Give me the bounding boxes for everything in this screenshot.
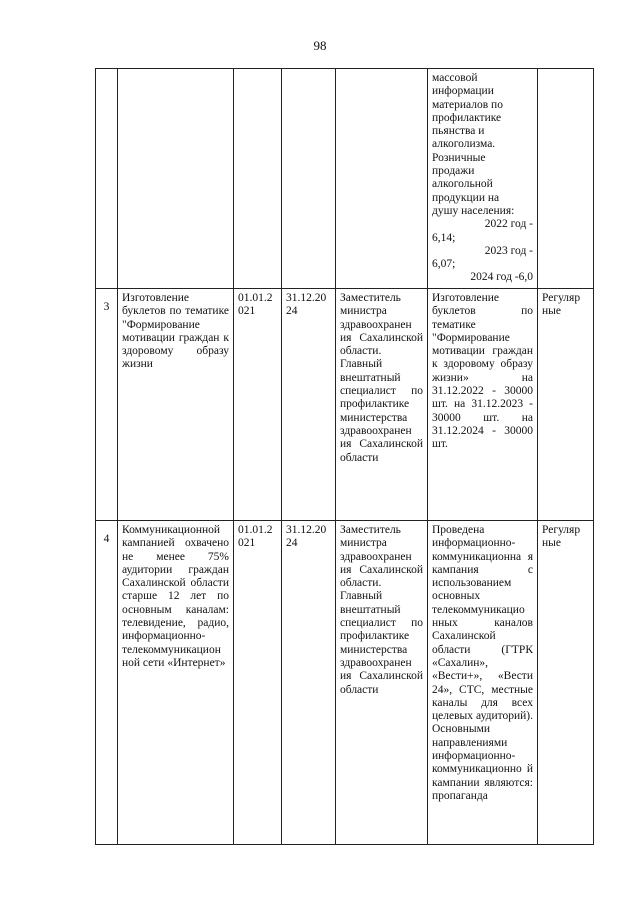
cell-result: Проведена информационно-коммуникационна я кампания с использованием основных телекоммуникацио нных каналов Сахалинской области (ГТРК «Сахалин», «Вести+», «Вести 24», СТС, местные каналы для всех целевых аудиторий). Основными направлениями информационно-коммуникационно й кампании являются: пропаганда (428, 521, 538, 845)
table-row-continuation (96, 69, 594, 289)
result-line: продажи (432, 165, 475, 178)
cell-responsible: Заместитель министра здравоохранен ия Сахалинской области. Главный внештатный специалист по профилактике министерства здравоохранен ия Сахалинской области (336, 289, 428, 521)
cell-end: 31.12.20 24 (282, 289, 336, 521)
cell-event: Изготовление буклетов по тематике "Формирование мотивации граждан к здоровому образу жизни (118, 289, 234, 521)
result-line: информации (432, 85, 494, 98)
cell-event: Коммуникационной кампанией охвачено не менее 75% аудитории граждан Сахалинской области старше 12 лет по основным каналам: телевидение, радио, информационно-телекоммуникацион ной сети «Интернет» (118, 521, 234, 845)
cell-periodicity: Регуляр ные (538, 289, 594, 521)
cell-responsible (336, 69, 428, 289)
result-line: 2024 год -6,0 (470, 271, 533, 284)
cell-end: 31.12.20 24 (282, 521, 336, 845)
plan-table (95, 68, 594, 845)
cell-end (282, 69, 336, 289)
cell-periodicity (538, 69, 594, 289)
result-line: 6,14; (432, 231, 456, 244)
cell-start: 01.01.2 021 (234, 289, 282, 521)
cell-periodicity: Регуляр ные (538, 521, 594, 845)
result-line: Розничные (432, 151, 486, 164)
result-line: 6,07; (432, 258, 456, 271)
result-line: пьянства и (432, 125, 485, 138)
cell-num: 4 (96, 521, 118, 845)
table-row (96, 289, 594, 521)
cell-event (118, 69, 234, 289)
result-line: душу населения: (432, 204, 515, 217)
cell-start (234, 69, 282, 289)
result-line: 2023 год - (484, 244, 533, 257)
cell-start: 01.01.2 021 (234, 521, 282, 845)
cell-num: 3 (96, 289, 118, 521)
result-line: 2022 год - (484, 218, 533, 231)
cell-responsible: Заместитель министра здравоохранен ия Сахалинской области. Главный внештатный специалист по профилактике министерства здравоохранен ия Сахалинской области (336, 521, 428, 845)
result-line: продукции на (432, 191, 500, 204)
cell-result (428, 69, 538, 289)
result-line: алкоголизма. (432, 138, 496, 151)
result-line: материалов по (432, 98, 503, 111)
result-line: профилактике (432, 111, 502, 124)
page-number: 98 (313, 38, 327, 53)
cell-num (96, 69, 118, 289)
result-line: алкогольной (432, 178, 493, 191)
table-row (96, 521, 594, 845)
cell-result: Изготовление буклетов по тематике "Формирование мотивации граждан к здоровому образу жизни» на 31.12.2022 - 30000 шт. на 31.12.2023 - 30000 шт. на 31.12.2024 - 30000 шт. (428, 289, 538, 521)
result-line: массовой (432, 72, 478, 84)
